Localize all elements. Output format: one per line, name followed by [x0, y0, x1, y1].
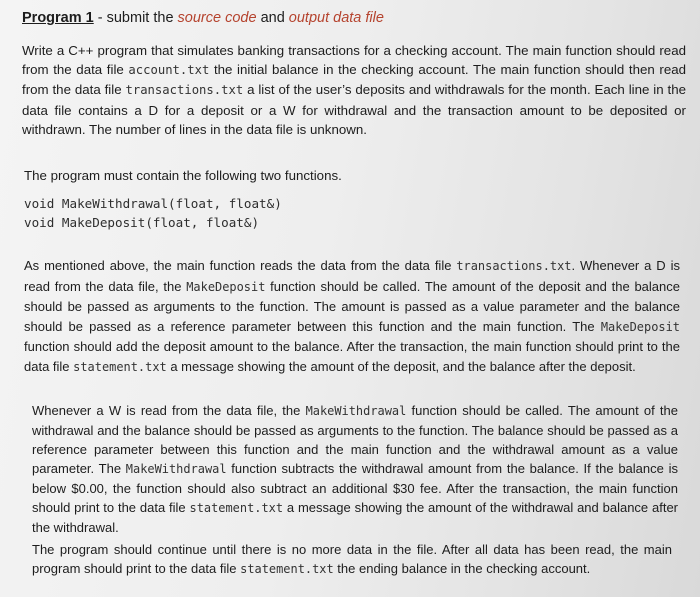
text: Write a C++ program that simulates banking transactions for a checking account. The main function should read from the data file — [22, 43, 686, 78]
function-prototypes — [24, 194, 282, 232]
function-name: MakeWithdrawal — [125, 462, 227, 476]
withdrawal-paragraph — [32, 401, 678, 537]
text: Whenever a W is read from the data file, the — [32, 403, 306, 418]
filename: account.txt — [128, 63, 210, 78]
text: The program should continue until there is no more data in the file. After all data has been read, the main program should print to the data file — [32, 542, 672, 576]
intro-paragraph — [22, 41, 686, 139]
heading-text: and — [256, 10, 289, 26]
text: a message showing the amount of the deposit, and the balance after the deposit. — [166, 358, 636, 374]
heading-output-file: output data file — [288, 10, 384, 26]
text: function should add the deposit amount to the balance. After the transaction, the main function should print to the data file — [24, 339, 680, 374]
filename: statement.txt — [189, 501, 284, 515]
function-name: MakeWithdrawal — [305, 404, 407, 418]
text: . Whenever a D is read from the data file, the — [24, 258, 680, 294]
text: the ending balance in the checking account. — [333, 561, 591, 576]
heading-source-code: source code — [177, 10, 257, 26]
text: a message showing the amount of the withdrawal and balance after the withdrawal. — [32, 500, 679, 535]
prototype-deposit: void MakeDeposit(float, float&) — [24, 215, 260, 230]
text: function should be called. The amount of the deposit and the balance should be passed as arguments to the function. The amount is passed as a value parameter and the balance should be passed as a reference parameter between this function and the main function. The — [24, 278, 680, 334]
filename: transactions.txt — [456, 259, 572, 273]
filename: transactions.txt — [125, 83, 244, 98]
text: As mentioned above, the main function reads the data from the data file — [24, 258, 457, 273]
functions-intro: The program must contain the following two functions. — [24, 168, 342, 183]
ending-paragraph — [32, 540, 672, 579]
program-title: Program 1 — [22, 10, 94, 26]
text: function subtracts the withdrawal amount from the balance. If the balance is below $0.00, the function should also subtract an additional $30 fee. After the transaction, the main function should print to the data file — [32, 461, 678, 515]
function-name: MakeDeposit — [186, 279, 266, 294]
heading-text: - submit the — [93, 10, 178, 26]
deposit-paragraph — [24, 256, 680, 377]
function-name: MakeDeposit — [600, 319, 680, 334]
filename: statement.txt — [73, 359, 167, 374]
text: function should be called. The amount of the withdrawal and the balance should be passed as arguments to the function. The balance should be passed as a reference parameter between this function and the main function and the withdrawal amount as a value parameter. The — [32, 403, 679, 476]
text: a list of the user’s deposits and withdrawals for the month. Each line in the data file contains a D for a deposit or a W for withdrawal and the transaction amount to be deposited or withdrawn. The number of lines in the data file is unknown. — [22, 82, 686, 137]
page-heading — [22, 9, 384, 27]
text: the initial balance in the checking account. The main function should then read from the data file — [22, 62, 687, 98]
filename: statement.txt — [240, 562, 334, 576]
prototype-withdrawal: void MakeWithdrawal(float, float&) — [24, 196, 282, 211]
